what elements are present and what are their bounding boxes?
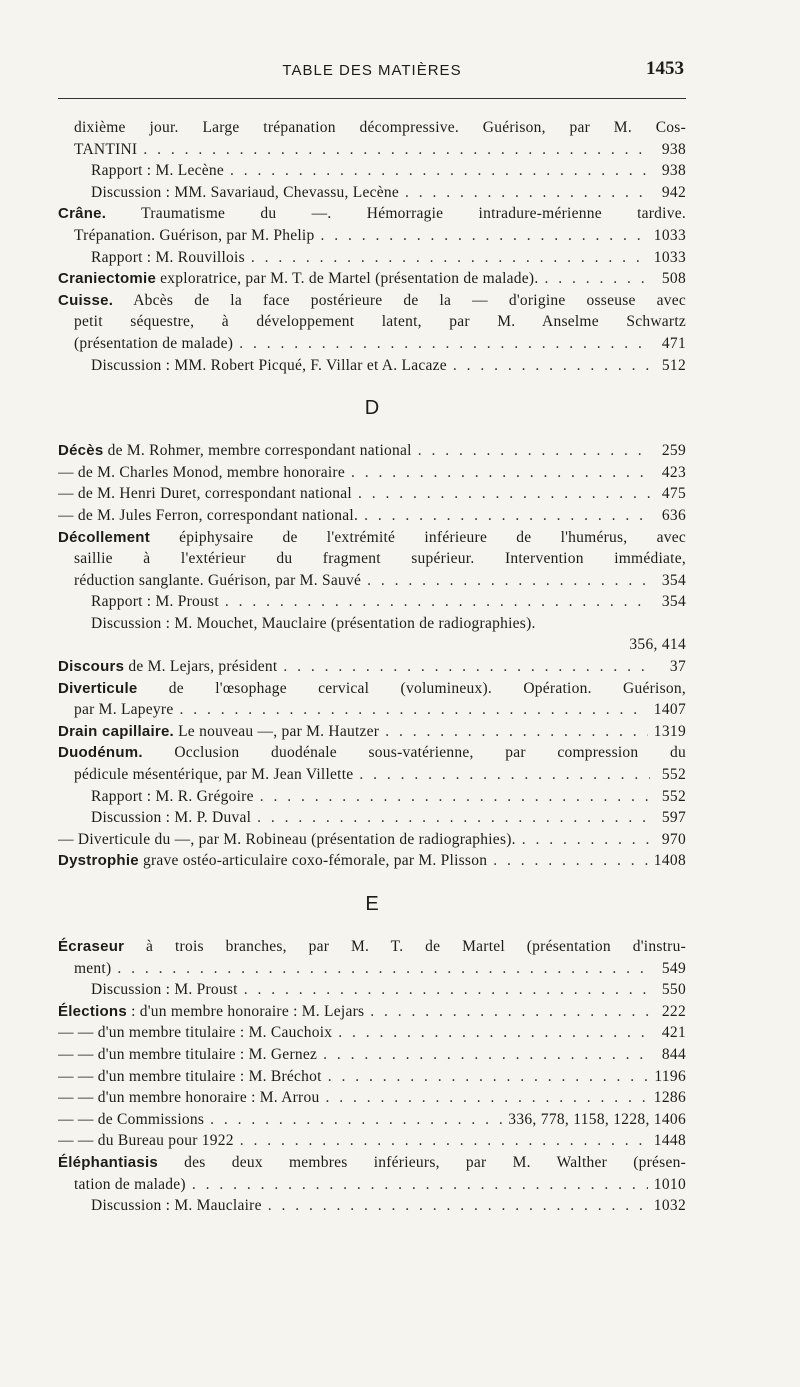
dot-leader xyxy=(522,829,650,851)
entry-text xyxy=(58,1130,234,1152)
dot-leader xyxy=(260,786,650,808)
entry-body: — — de Commissions xyxy=(58,1110,205,1128)
entry-body: dixième jour. Large trépanation décompressive. Guérison, par M. Cos- xyxy=(74,119,686,136)
entry-body: par M. Lapeyre xyxy=(74,701,174,719)
entry-page-number: 1196 xyxy=(654,1067,686,1085)
index-entry xyxy=(58,1087,686,1109)
index-entry xyxy=(58,548,686,570)
page-header xyxy=(58,58,686,86)
entry-text xyxy=(58,850,487,872)
dot-leader xyxy=(364,505,650,527)
dot-leader xyxy=(192,1174,648,1196)
entry-text xyxy=(74,139,137,161)
entry-body: — Diverticule du —, par M. Robineau (présentation de radiographies). xyxy=(58,830,516,848)
entry-page-number: 636 xyxy=(661,506,686,524)
entry-text xyxy=(74,311,686,333)
entry-keyword: Discours xyxy=(58,658,125,676)
index-entry xyxy=(58,634,686,656)
entry-text xyxy=(58,1152,686,1174)
index-entry xyxy=(58,850,686,872)
entry-page-number: 938 xyxy=(661,162,686,180)
entry-text xyxy=(58,1087,319,1109)
header-rule xyxy=(58,98,686,99)
index-entry xyxy=(58,247,686,269)
entry-keyword: Cuisse. xyxy=(58,291,114,309)
entry-keyword: Élections xyxy=(58,1002,127,1020)
entry-keyword: Décollement xyxy=(58,528,150,546)
dot-leader xyxy=(268,1195,648,1217)
entry-text xyxy=(74,958,111,980)
index-entry xyxy=(58,440,686,462)
entry-page-number: 552 xyxy=(661,787,686,805)
index-entry xyxy=(58,570,686,592)
index-entry xyxy=(58,527,686,549)
entry-page-number: 844 xyxy=(661,1045,686,1063)
index-entry xyxy=(58,1130,686,1152)
index-content xyxy=(58,117,686,1217)
entry-body: Occlusion duodénale sous-vatérienne, par compression du xyxy=(142,744,686,762)
entry-text xyxy=(91,979,238,1001)
entry-body: — — d'un membre titulaire : M. Gernez xyxy=(58,1045,318,1063)
entry-text xyxy=(91,786,254,808)
entry-text xyxy=(58,829,516,851)
entry-body: épiphysaire de l'extrémité inférieure de l'humérus, avec xyxy=(149,528,686,546)
dot-leader xyxy=(358,483,650,505)
entry-text xyxy=(91,247,245,269)
entry-keyword: Drain capillaire. xyxy=(58,722,174,740)
dot-leader xyxy=(418,440,650,462)
entry-page-number: 336, 778, 1158, 1228, 1406 xyxy=(508,1110,686,1128)
index-entry xyxy=(58,807,686,829)
entry-body: grave ostéo-articulaire coxo-fémorale, par M. Plisson xyxy=(138,852,488,870)
index-entry xyxy=(58,355,686,377)
entry-text xyxy=(91,1195,262,1217)
entry-text xyxy=(58,1001,364,1023)
index-entry xyxy=(58,483,686,505)
entry-page-number: 552 xyxy=(661,766,686,784)
index-entry xyxy=(58,829,686,851)
index-entry xyxy=(58,505,686,527)
entry-text xyxy=(58,505,358,527)
entry-text xyxy=(58,1022,332,1044)
entry-body: Discussion : M. Mauclaire xyxy=(91,1197,262,1215)
page-number: 1453 xyxy=(646,58,684,79)
dot-leader xyxy=(225,591,650,613)
entry-body: — de M. Henri Duret, correspondant national xyxy=(58,485,352,503)
entry-body: Le nouveau —, par M. Hautzer xyxy=(173,722,380,740)
index-entry xyxy=(58,678,686,700)
dot-leader xyxy=(359,764,650,786)
entry-page-number: 549 xyxy=(661,959,686,977)
entry-body: Rapport : M. Rouvillois xyxy=(91,248,245,266)
entry-body: : d'un membre honoraire : M. Lejars xyxy=(126,1002,365,1020)
index-entry xyxy=(58,311,686,333)
entry-keyword: Éléphantiasis xyxy=(58,1153,158,1171)
entry-text xyxy=(58,440,412,462)
entry-text xyxy=(91,807,251,829)
index-entry xyxy=(58,1001,686,1023)
entry-text xyxy=(74,570,361,592)
index-entry xyxy=(58,786,686,808)
entry-text xyxy=(58,1109,204,1131)
index-entry xyxy=(58,613,686,635)
entry-page-number: 259 xyxy=(661,442,686,460)
entry-page-number: 475 xyxy=(661,485,686,503)
index-entry xyxy=(58,139,686,161)
index-entry xyxy=(58,333,686,355)
dot-leader xyxy=(351,462,650,484)
entry-body: Discussion : M. Proust xyxy=(91,981,238,999)
index-entry xyxy=(58,290,686,312)
entry-page-number: 222 xyxy=(661,1002,686,1020)
entry-text xyxy=(58,1044,317,1066)
entry-body: pédicule mésentérique, par M. Jean Villette xyxy=(74,766,354,784)
entry-body: réduction sanglante. Guérison, par M. Sauvé xyxy=(74,571,362,589)
entry-body: de M. Lejars, président xyxy=(124,658,278,676)
entry-text xyxy=(74,117,686,139)
index-entry xyxy=(58,742,686,764)
dot-leader xyxy=(257,807,650,829)
entry-body: Discussion : MM. Robert Picqué, F. Villar et A. Lacaze xyxy=(91,356,447,374)
entry-text xyxy=(58,742,686,764)
entry-text xyxy=(74,225,314,247)
entry-body: à trois branches, par M. T. de Martel (présentation d'instru- xyxy=(124,938,686,955)
dot-leader xyxy=(240,1130,648,1152)
entry-text xyxy=(58,527,686,549)
dot-leader xyxy=(320,225,647,247)
index-entry xyxy=(58,958,686,980)
entry-body: Abcès de la face postérieure de la — d'origine osseuse avec xyxy=(113,291,686,309)
index-entry xyxy=(58,764,686,786)
dot-leader xyxy=(244,979,650,1001)
entry-body: Rapport : M. Lecène xyxy=(91,162,225,180)
dot-leader xyxy=(544,268,650,290)
entry-body: Rapport : M. Proust xyxy=(91,593,219,611)
entry-page-number: 1286 xyxy=(653,1089,686,1107)
entry-body: Traumatisme du —. Hémorragie intradure-mérienne tardive. xyxy=(106,205,686,223)
entry-body: Discussion : M. P. Duval xyxy=(91,809,252,827)
dot-leader xyxy=(338,1022,650,1044)
entry-page-number: 1407 xyxy=(653,701,686,719)
dot-leader xyxy=(328,1066,649,1088)
entry-body: ment) xyxy=(74,959,112,977)
index-entry xyxy=(58,1174,686,1196)
index-entry xyxy=(58,1044,686,1066)
entry-text xyxy=(58,268,538,290)
dot-leader xyxy=(323,1044,650,1066)
entry-keyword: Écraseur xyxy=(58,938,125,955)
index-entry xyxy=(58,160,686,182)
index-entry xyxy=(58,656,686,678)
dot-leader xyxy=(453,355,650,377)
index-entry xyxy=(58,1152,686,1174)
index-entry xyxy=(58,699,686,721)
dot-leader xyxy=(179,699,647,721)
dot-leader xyxy=(210,1109,502,1131)
index-entry xyxy=(58,462,686,484)
entry-text xyxy=(74,548,686,570)
entry-page-number: 1319 xyxy=(653,722,686,740)
index-entry xyxy=(58,268,686,290)
entry-page-number: 1033 xyxy=(653,226,686,244)
entry-text xyxy=(58,290,686,312)
index-entry xyxy=(58,182,686,204)
entry-text xyxy=(91,591,219,613)
entry-page-number: 356, 414 xyxy=(629,636,686,654)
entry-text xyxy=(74,699,173,721)
entry-body: Discussion : MM. Savariaud, Chevassu, Lecène xyxy=(91,183,400,201)
dot-leader xyxy=(251,247,648,269)
index-entry xyxy=(58,203,686,225)
entry-keyword: Dystrophie xyxy=(58,852,139,870)
entry-keyword: Décès xyxy=(58,442,104,460)
dot-leader xyxy=(405,182,650,204)
entry-body: saillie à l'extérieur du fragment supérieur. Intervention immédiate, xyxy=(74,550,686,568)
section-letter: D xyxy=(364,397,380,420)
index-entry xyxy=(58,1109,686,1131)
entry-page-number: 37 xyxy=(669,658,686,676)
entry-body: — de M. Jules Ferron, correspondant national. xyxy=(58,506,359,524)
index-entry xyxy=(58,979,686,1001)
entry-text xyxy=(58,721,379,743)
entry-text xyxy=(58,678,686,700)
entry-page-number: 938 xyxy=(661,140,686,158)
entry-text xyxy=(91,613,536,635)
entry-page-number: 423 xyxy=(661,463,686,481)
entry-text xyxy=(58,656,277,678)
index-entry xyxy=(58,591,686,613)
entry-page-number: 1033 xyxy=(653,248,686,266)
dot-leader xyxy=(143,139,650,161)
index-entry xyxy=(58,1022,686,1044)
index-entry xyxy=(58,117,686,139)
dot-leader xyxy=(370,1001,650,1023)
entry-text xyxy=(91,160,224,182)
dot-leader xyxy=(230,160,650,182)
entry-body: Rapport : M. R. Grégoire xyxy=(91,787,254,805)
entry-text xyxy=(58,203,686,225)
entry-text xyxy=(74,764,353,786)
entry-keyword: Diverticule xyxy=(58,679,138,697)
entry-body: — — du Bureau pour 1922 xyxy=(58,1132,234,1150)
entry-page-number: 471 xyxy=(661,334,686,352)
entry-page-number: 421 xyxy=(661,1024,686,1042)
entry-body: Trépanation. Guérison, par M. Phelip xyxy=(74,226,315,244)
entry-text xyxy=(91,182,399,204)
dot-leader xyxy=(239,333,650,355)
entry-text xyxy=(58,462,345,484)
index-entry xyxy=(58,1066,686,1088)
entry-body: de l'œsophage cervical (volumineux). Opération. Guérison, xyxy=(137,679,686,697)
entry-text xyxy=(58,483,352,505)
entry-page-number: 354 xyxy=(661,593,686,611)
entry-body: Discussion : M. Mouchet, Mauclaire (présentation de radiographies). xyxy=(91,614,536,632)
entry-keyword: Craniectomie xyxy=(58,270,157,288)
running-title: TABLE DES MATIÈRES xyxy=(282,62,462,79)
entry-page-number: 942 xyxy=(661,183,686,201)
entry-page-number: 597 xyxy=(661,809,686,827)
entry-body: exploratrice, par M. T. de Martel (présentation de malade). xyxy=(156,270,539,288)
entry-keyword: Crâne. xyxy=(58,205,107,223)
index-entry xyxy=(58,721,686,743)
dot-leader xyxy=(325,1087,647,1109)
entry-body: tation de malade) xyxy=(74,1175,186,1193)
entry-body: petit séquestre, à développement latent, par M. Anselme Schwartz xyxy=(74,313,686,331)
entry-page-number: 512 xyxy=(661,356,686,374)
index-entry xyxy=(58,225,686,247)
entry-text xyxy=(58,936,686,958)
entry-body: — — d'un membre titulaire : M. Cauchoix xyxy=(58,1024,333,1042)
dot-leader xyxy=(117,958,650,980)
entry-page-number: 1010 xyxy=(653,1175,686,1193)
entry-body: — — d'un membre titulaire : M. Bréchot xyxy=(58,1067,322,1085)
entry-page-number: 970 xyxy=(661,830,686,848)
entry-text xyxy=(58,1066,322,1088)
dot-leader xyxy=(493,850,648,872)
entry-body: des deux membres inférieurs, par M. Walther (présen- xyxy=(157,1153,686,1171)
index-entry xyxy=(58,936,686,958)
dot-leader xyxy=(385,721,648,743)
entry-page-number: 1448 xyxy=(653,1132,686,1150)
entry-page-number: 550 xyxy=(661,981,686,999)
entry-body: (présentation de malade) xyxy=(74,334,234,352)
entry-page-number: 1032 xyxy=(653,1197,686,1215)
dot-leader xyxy=(367,570,650,592)
section-letter: E xyxy=(365,893,379,915)
entry-page-number: 1408 xyxy=(653,852,686,870)
index-entry xyxy=(58,1195,686,1217)
entry-body: — — d'un membre honoraire : M. Arrou xyxy=(58,1089,320,1107)
entry-text xyxy=(91,355,447,377)
entry-text xyxy=(74,333,233,355)
entry-text xyxy=(74,1174,186,1196)
entry-page-number: 508 xyxy=(661,270,686,288)
entry-keyword: Duodénum. xyxy=(58,744,143,762)
dot-leader xyxy=(283,656,650,678)
entry-body: de M. Rohmer, membre correspondant national xyxy=(103,442,412,460)
entry-body: — de M. Charles Monod, membre honoraire xyxy=(58,463,345,481)
entry-page-number: 354 xyxy=(661,571,686,589)
entry-body: TANTINI xyxy=(74,140,138,158)
